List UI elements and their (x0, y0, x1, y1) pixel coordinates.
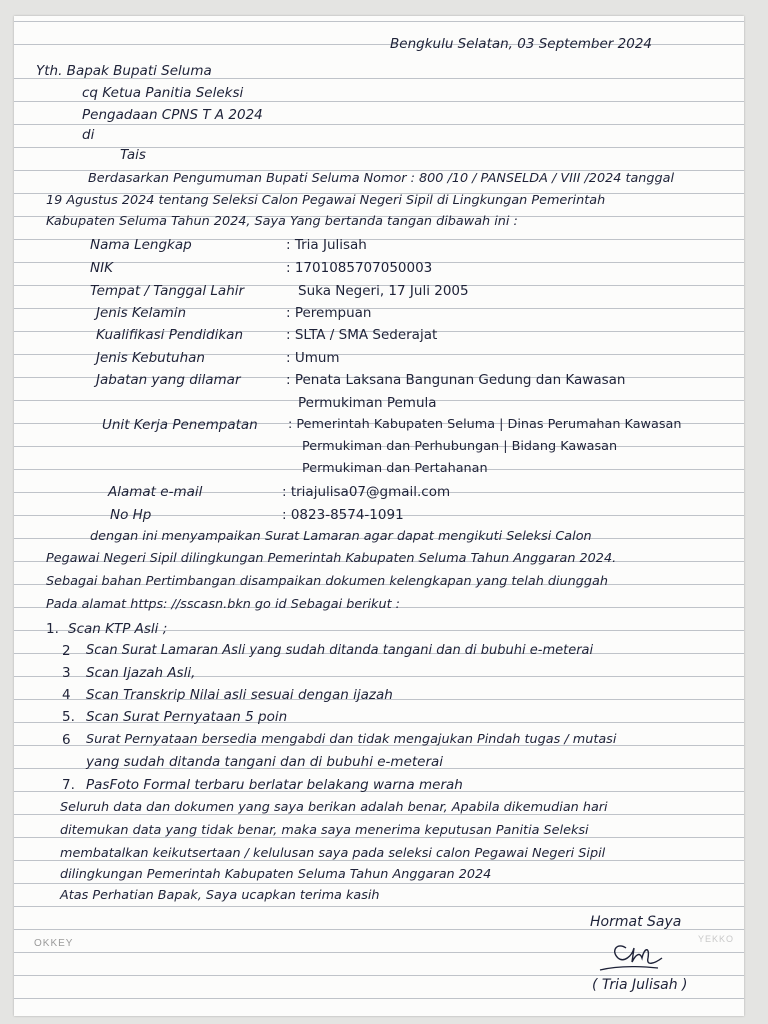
field-label-nik: NIK (90, 260, 113, 276)
paper-brand-mark-mirror: YEKKO (698, 934, 735, 944)
signature (596, 936, 676, 976)
field-label-ttl: Tempat / Tanggal Lahir (90, 283, 245, 299)
body-line-3: Sebagai bahan Pertimbangan disampaikan dokumen kelengkapan yang telah diunggah (46, 574, 608, 589)
field-value-kelamin: : Perempuan (286, 305, 372, 321)
field-value-ttl: Suka Negeri, 17 Juli 2005 (298, 283, 469, 299)
list-number: 5. (62, 709, 75, 725)
list-item: Surat Pernyataan bersedia mengabdi dan tidak mengajukan Pindah tugas / mutasi (86, 732, 617, 747)
addressee-line-4: di (82, 127, 95, 143)
body-line-2: Pegawai Negeri Sipil dilingkungan Pemerintah Kabupaten Seluma Tahun Anggaran 2024. (46, 551, 617, 566)
field-label-unit: Unit Kerja Penempatan (102, 417, 258, 433)
list-item: Scan Transkrip Nilai asli sesuai dengan ijazah (86, 687, 393, 703)
list-number: 3 (62, 665, 71, 681)
field-label-nama: Nama Lengkap (90, 237, 192, 253)
list-item: Scan Surat Lamaran Asli yang sudah ditanda tangani dan di bubuhi e-meterai (86, 643, 594, 658)
addressee-line-3: Pengadaan CPNS T A 2024 (82, 107, 263, 123)
list-item-continuation: yang sudah ditanda tangani dan di bubuhi e-meterai (86, 754, 444, 770)
place-date: Bengkulu Selatan, 03 September 2024 (390, 36, 653, 52)
field-value-jabatan: : Penata Laksana Bangunan Gedung dan Kawasan (286, 372, 626, 388)
list-item: Scan Ijazah Asli, (86, 665, 196, 681)
list-number: 2 (62, 643, 71, 659)
opening-line-3: Kabupaten Seluma Tahun 2024, Saya Yang bertanda tangan dibawah ini : (46, 214, 518, 229)
field-value-email: : triajulisa07@gmail.com (282, 484, 451, 500)
field-label-jabatan: Jabatan yang dilamar (96, 372, 241, 388)
field-label-kebutuhan: Jenis Kebutuhan (96, 350, 205, 366)
addressee-line-1: Yth. Bapak Bupati Seluma (36, 63, 212, 79)
list-number: 7. (62, 777, 75, 793)
opening-line-1: Berdasarkan Pengumuman Bupati Seluma Nomor : 800 /10 / PANSELDA / VIII /2024 tanggal (88, 171, 675, 186)
list-item: PasFoto Formal terbaru berlatar belakang warna merah (86, 777, 463, 793)
field-value-hp: : 0823-8574-1091 (282, 507, 404, 523)
list-number: 1. (46, 621, 59, 637)
field-value-kebutuhan: : Umum (286, 350, 340, 366)
closing-line-2: ditemukan data yang tidak benar, maka saya menerima keputusan Panitia Seleksi (60, 823, 589, 838)
paper-brand-mark: OKKEY (34, 938, 74, 949)
field-label-kualifikasi: Kualifikasi Pendidikan (96, 327, 243, 343)
field-label-hp: No Hp (110, 507, 152, 523)
closing-line-1: Seluruh data dan dokumen yang saya berikan adalah benar, Apabila dikemudian hari (60, 800, 608, 815)
opening-line-2: 19 Agustus 2024 tentang Seleksi Calon Pegawai Negeri Sipil di Lingkungan Pemerintah (46, 193, 606, 208)
signoff: Hormat Saya (590, 914, 682, 930)
field-value-unit-cont-2: Permukiman dan Pertahanan (302, 461, 488, 476)
field-label-email: Alamat e-mail (108, 484, 203, 500)
field-value-nama: : Tria Julisah (286, 237, 367, 253)
list-number: 6 (62, 732, 71, 748)
addressee-line-2: cq Ketua Panitia Seleksi (82, 85, 244, 101)
list-item: Scan Surat Pernyataan 5 poin (86, 709, 288, 725)
field-value-unit: : Pemerintah Kabupaten Seluma | Dinas Perumahan Kawasan (288, 417, 682, 432)
closing-line-5: Atas Perhatian Bapak, Saya ucapkan terima kasih (60, 888, 380, 903)
field-label-kelamin: Jenis Kelamin (96, 305, 187, 321)
body-line-1: dengan ini menyampaikan Surat Lamaran agar dapat mengikuti Seleksi Calon (90, 529, 592, 544)
body-line-4: Pada alamat https: //sscasn.bkn go id Sebagai berikut : (46, 597, 400, 612)
closing-line-3: membatalkan keikutsertaan / kelulusan saya pada seleksi calon Pegawai Negeri Sipil (60, 846, 606, 861)
list-number: 4 (62, 687, 71, 703)
signature-name: ( Tria Julisah ) (592, 977, 688, 993)
closing-line-4: dilingkungan Pemerintah Kabupaten Seluma Tahun Anggaran 2024 (60, 867, 492, 882)
field-value-unit-cont-1: Permukiman dan Perhubungan | Bidang Kawasan (302, 439, 618, 454)
field-value-kualifikasi: : SLTA / SMA Sederajat (286, 327, 438, 343)
addressee-place: Tais (120, 147, 146, 163)
field-value-nik: : 1701085707050003 (286, 260, 433, 276)
list-item: Scan KTP Asli ; (68, 621, 168, 637)
field-value-jabatan-cont: Permukiman Pemula (298, 395, 437, 411)
